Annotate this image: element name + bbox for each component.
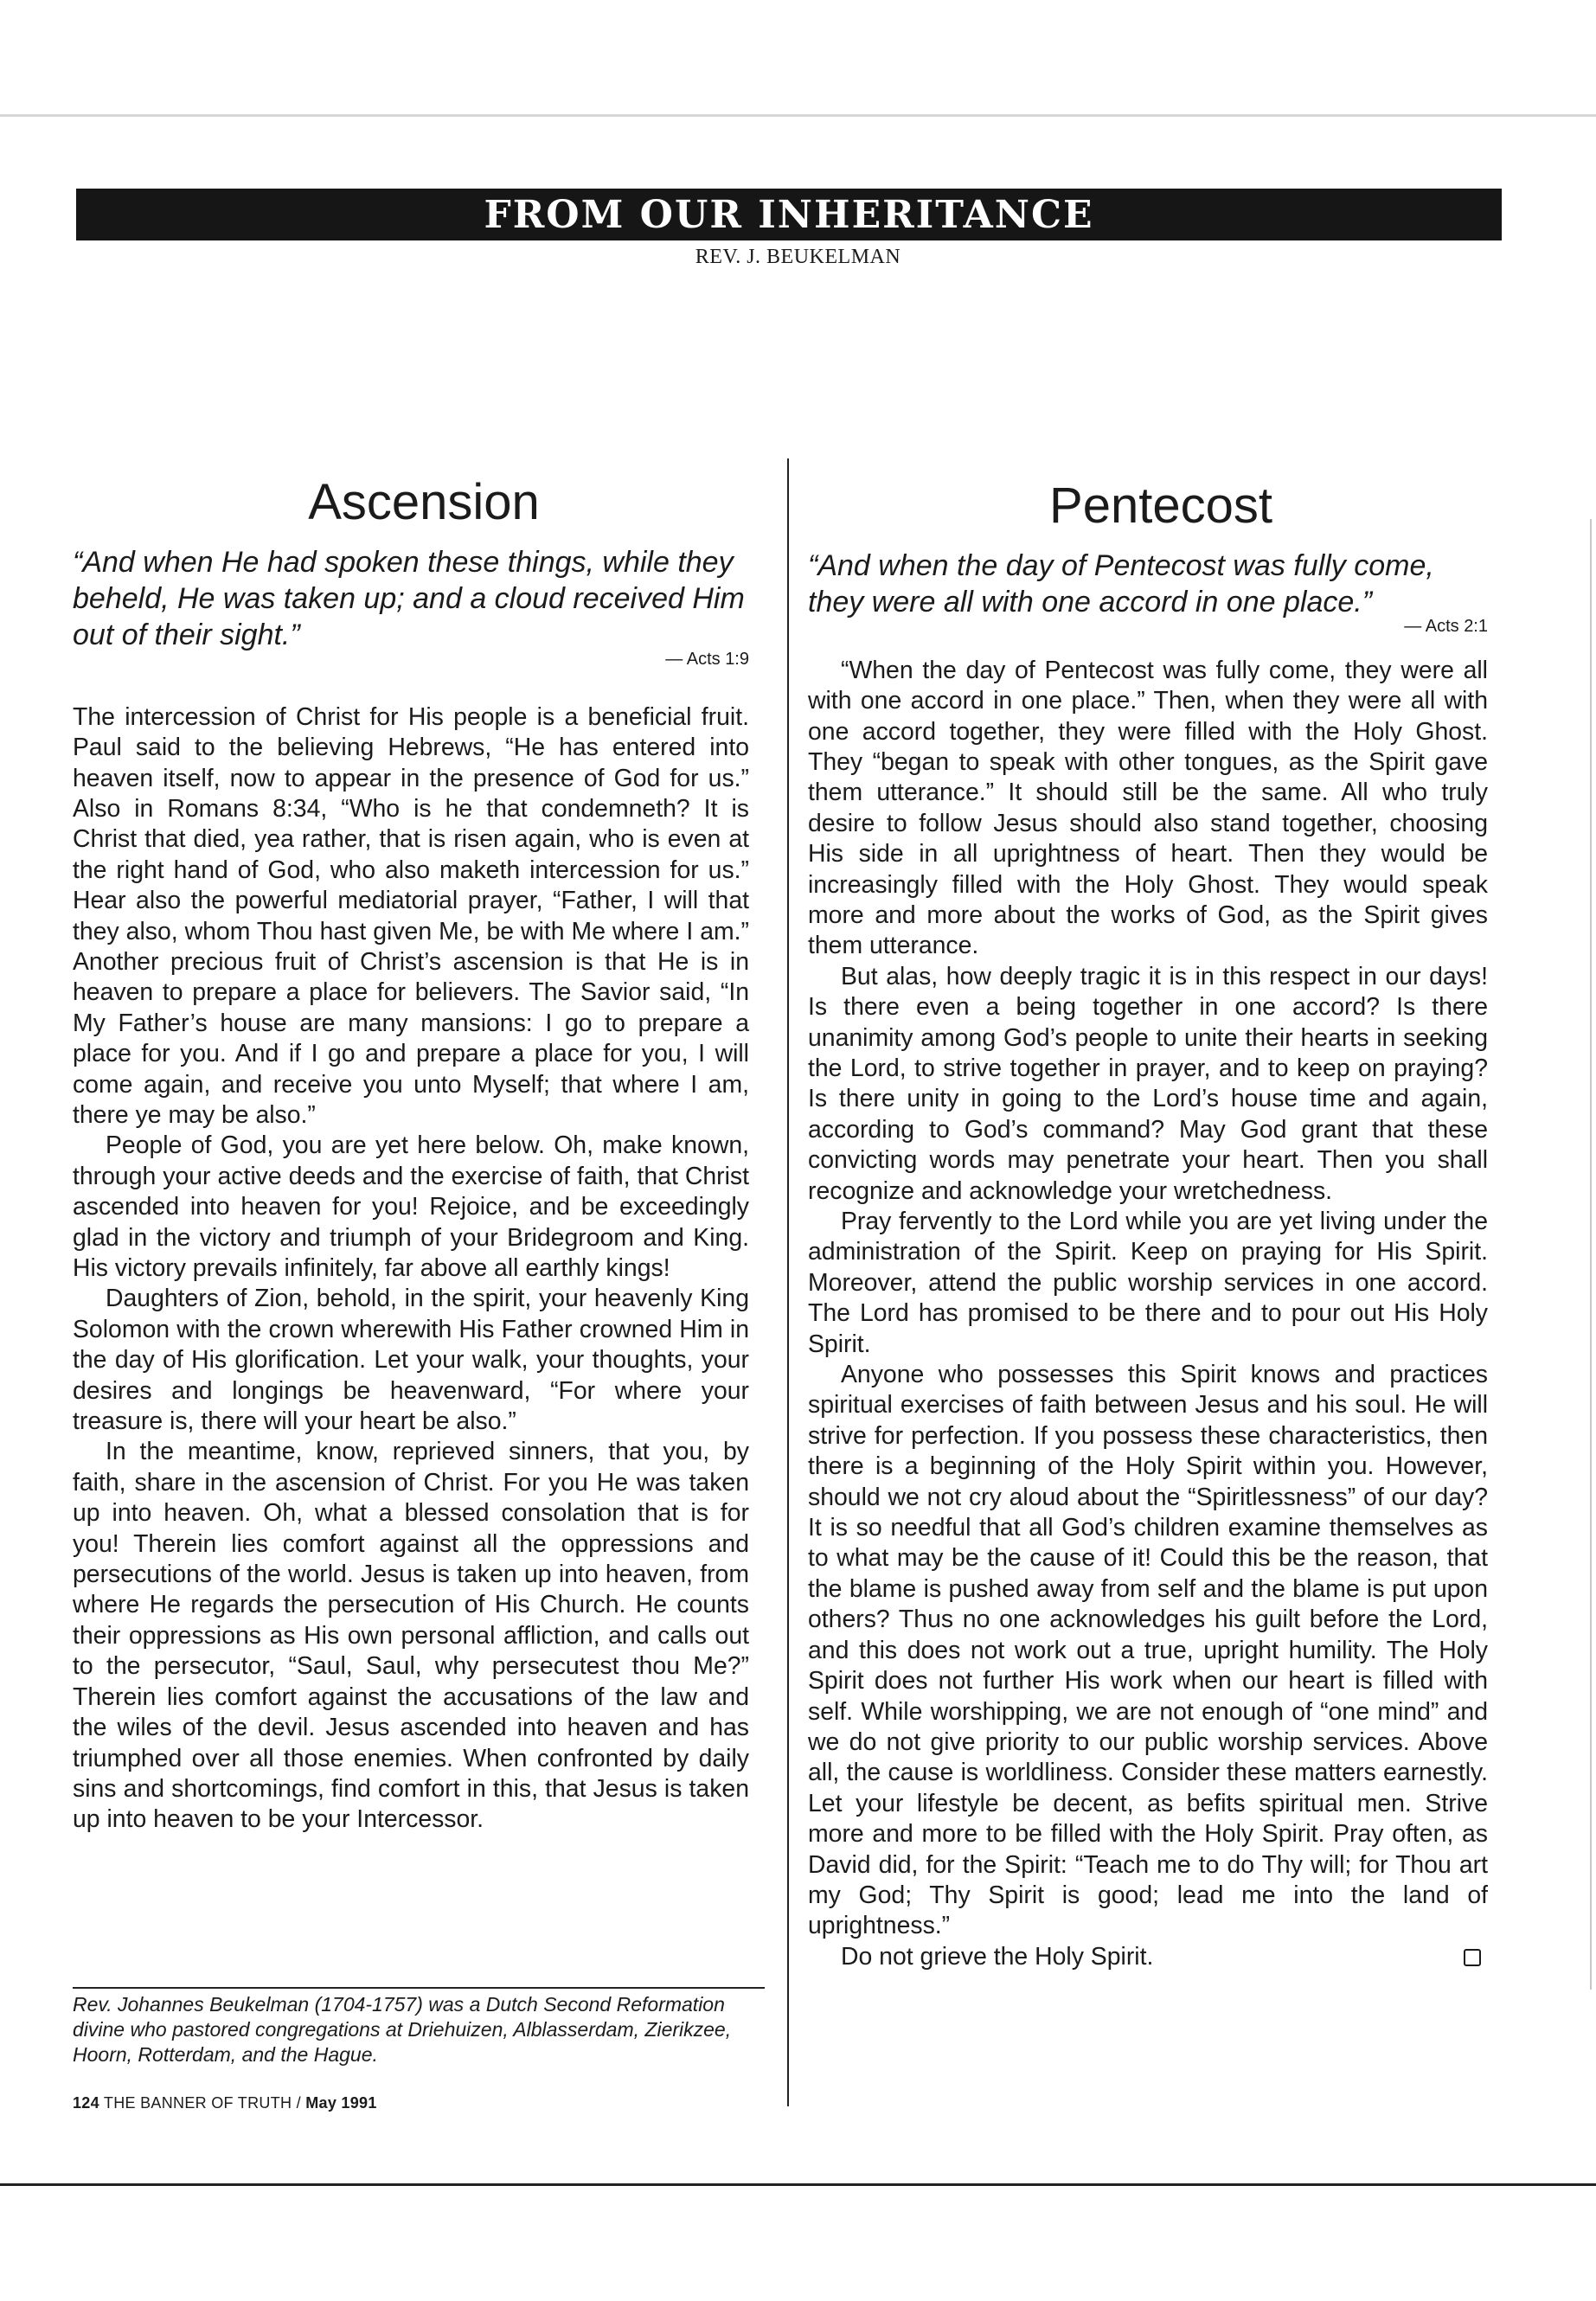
author-byline: REV. J. BEUKELMAN [695, 246, 901, 268]
author-footnote: Rev. Johannes Beukelman (1704-1757) was a Dutch Second Reformation divine who pastored congregations at Driehuizen, Alblasserdam, Zierikzee, Hoorn, Rotterdam, and the Hague. [73, 1993, 732, 2066]
article-title: Ascension [308, 474, 540, 530]
page-top-edge [0, 114, 1596, 117]
end-of-article-icon [1464, 1949, 1481, 1966]
section-banner [76, 189, 1502, 240]
paragraph: But alas, how deeply tragic it is in this respect in our days! Is there even a being together in one accord? Is there unanimity among God’s people to unite their hearts in seeking the Lord, to strive together in prayer, and to keep on praying? Is there unity in going to the Lord’s house time and again, according to God’s command? May God grant that these convicting words may penetrate your heart. Then you shall recognize and acknowledge your wretchedness. [808, 962, 1488, 1205]
publication-name: THE BANNER OF TRUTH / [103, 2094, 301, 2112]
article-title: Pentecost [1049, 478, 1272, 534]
article-pentecost [808, 478, 1488, 1972]
scripture-reference: — Acts 2:1 [1404, 616, 1488, 636]
paragraph: “When the day of Pentecost was fully come, they were all with one accord in one place.” Then, when they were all with one accord together, they were filled with the Holy Ghost. They “began to speak with other tongues, as the Spirit gave them utterance.” It should still be the same. All who truly desire to follow Jesus should also stand together, choosing His side in all uprightness of heart. Then they would be increasingly filled with the Holy Ghost. They would speak more and more about the works of God, as the Spirit gives them utterance. [808, 656, 1488, 960]
footnote-rule [73, 1987, 765, 1989]
page-right-edge [1590, 519, 1592, 1990]
page-number: 124 [73, 2094, 99, 2112]
paragraph: Anyone who possesses this Spirit knows and practices spiritual exercises of faith between Jesus and his soul. He will strive for perfection. If you possess these characteristics, then there is a beginning of the Holy Spirit within you. However, should we not cry aloud about the “Spiritlessness” of our day? It is so needful that all God’s children examine themselves as to what may be the cause of it! Could this be the reason, that the blame is pushed away from self and the blame is put upon others? Thus no one acknowledges his guilt before the Lord, and this does not work out a true, upright humility. The Holy Spirit does not further His work when our heart is filled with self. While worshipping, we are not enough of “one mind” and we do not give priority to our public worship services. Above all, the cause is worldliness. Consider these matters earnestly. Let your lifestyle be decent, as befits spiritual men. Strive more and more to be filled with the Holy Spirit. Pray often, as David did, for the Spirit: “Teach me to do Thy will; for Thou art my God; Thy Spirit is good; lead me into the land of uprightness.” [808, 1361, 1488, 1940]
paragraph: People of God, you are yet here below. Oh, make known, through your active deeds and the exercise of faith, that Christ ascended into heaven for you! Rejoice, and be exceedingly glad in the victory and triumph of your Bridegroom and King. His victory prevails infinitely, far above all earthly kings! [73, 1131, 749, 1282]
column-divider [787, 458, 789, 2106]
closing-text: Do not grieve the Holy Spirit. [841, 1942, 1154, 1971]
epigraph: “And when the day of Pentecost was fully come, they were all with one accord in one place.” [808, 548, 1434, 619]
article-body [808, 656, 1488, 1972]
scripture-reference: — Acts 1:9 [665, 649, 749, 669]
paragraph: In the meantime, know, reprieved sinners, that you, by faith, share in the ascension of Christ. For you He was taken up into heaven. Oh, what a blessed consolation that is for you! Therein lies comfort against all the oppressions and persecutions of the world. Jesus is taken up into heaven, from where He regards the persecution of His Church. He counts their oppressions as His own personal affliction, and calls out to the persecutor, “Saul, Saul, why persecutest thou Me?” Therein lies comfort against the accusations of the law and the wiles of the devil. Jesus ascended into heaven and has triumphed over all those enemies. When confronted by daily sins and shortcomings, find comfort in this, that Jesus is taken up into heaven to be your Intercessor. [73, 1438, 749, 1834]
article-body [73, 702, 749, 1836]
page-footer [73, 2094, 377, 2112]
page-bottom-edge [0, 2183, 1596, 2186]
paragraph: The intercession of Christ for His people is a beneficial fruit. Paul said to the believing Hebrews, “He has entered into heaven itself, now to appear in the presence of God for us.” Also in Romans 8:34, “Who is he that condemneth? It is Christ that died, yea rather, that is risen again, who is even at the right hand of God, who also maketh intercession for us.” Hear also the powerful mediatorial prayer, “Father, I will that they also, whom Thou hast given Me, be with Me where I am.” Another precious fruit of Christ’s ascension is that He is in heaven to prepare a place for believers. The Savior said, “In My Father’s house are many mansions: I go to prepare a place for you. And if I go and prepare a place for you, I will come again, and receive you unto Myself; that where I am, there ye may be also.” [73, 702, 749, 1129]
epigraph: “And when He had spoken these things, while they beheld, He was taken up; and a cloud received Him out of their sight.” [73, 545, 745, 651]
article-ascension [73, 474, 749, 1836]
closing-line [808, 1942, 1488, 1972]
section-title: FROM OUR INHERITANCE [484, 192, 1094, 237]
paragraph: Daughters of Zion, behold, in the spirit, your heavenly King Solomon with the crown wherewith His Father crowned Him in the day of His glorification. Let your walk, your thoughts, your desires and longings be heavenward, “For where your treasure is, there will your heart be also.” [73, 1285, 749, 1436]
paragraph: Pray fervently to the Lord while you are yet living under the administration of the Spirit. Keep on praying for His Spirit. Moreover, attend the public worship services in one accord. The Lord has promised to be there and to pour out His Holy Spirit. [808, 1208, 1488, 1358]
issue-date: May 1991 [305, 2094, 377, 2112]
